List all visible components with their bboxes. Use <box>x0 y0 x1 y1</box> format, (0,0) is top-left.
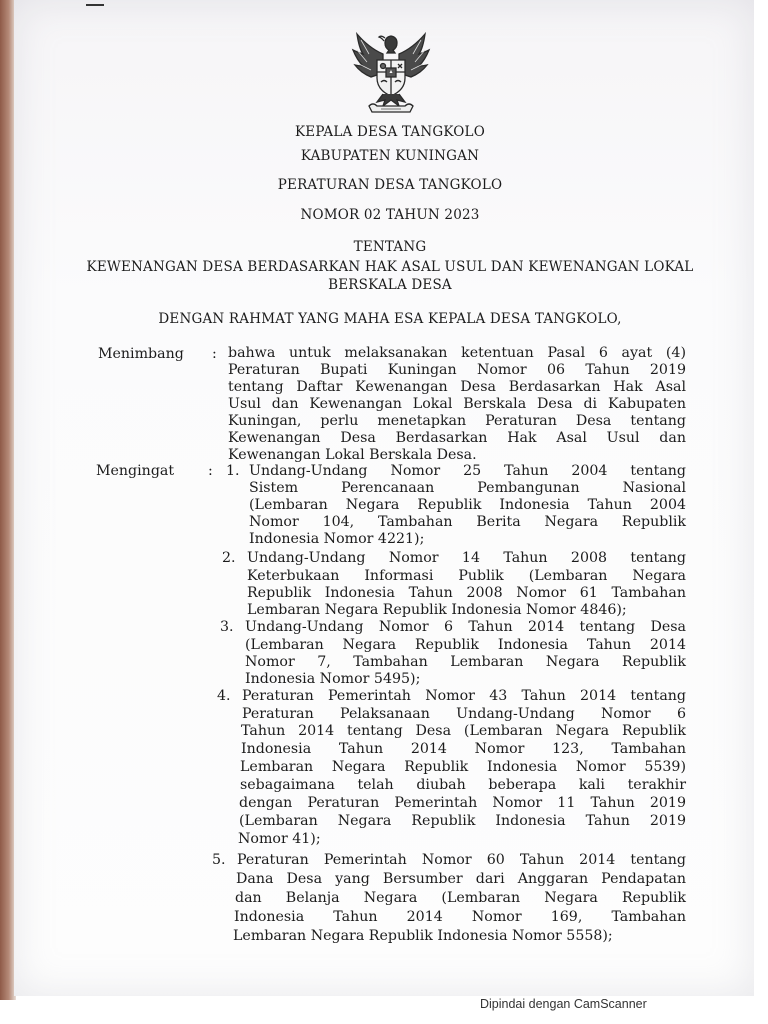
garuda-emblem <box>345 28 437 118</box>
header-subject-2: BERSKALA DESA <box>328 277 452 293</box>
list-item-line: Keterbukaan Informasi Publik (Lembaran Negara <box>247 568 686 584</box>
menimbang-line: tentang Daftar Kewenangan Desa Berdasarkan Hak Asal <box>228 379 686 395</box>
header-subject-1: KEWENANGAN DESA BERDASARKAN HAK ASAL USUL DAN KEWENANGAN LOKAL <box>86 259 694 275</box>
list-item-number: 1. <box>226 463 240 479</box>
list-item-line: Undang-Undang Nomor 6 Tahun 2014 tentang Desa <box>245 619 686 635</box>
menimbang-line: Usul dan Kewenangan Lokal Berskala Desa di Kabupaten <box>228 396 686 412</box>
list-item-line: Dana Desa yang Bersumber dari Anggaran Pendapatan <box>236 871 686 887</box>
list-item-line: Nomor 7, Tambahan Lembaran Negara Republik <box>245 654 686 670</box>
header-tentang: TENTANG <box>353 239 427 255</box>
list-item-line: dengan Peraturan Pemerintah Nomor 11 Tahun 2019 <box>239 795 686 811</box>
mengingat-label: Mengingat <box>96 463 175 479</box>
menimbang-line: Kewenangan Lokal Berskala Desa. <box>228 447 477 463</box>
header-number: NOMOR 02 TAHUN 2023 <box>300 207 480 223</box>
list-item-line: Republik Indonesia Tahun 2008 Nomor 61 Tambahan <box>247 585 686 601</box>
scan-mark <box>86 4 104 6</box>
menimbang-colon: : <box>212 346 217 362</box>
list-item-number: 4. <box>217 688 231 704</box>
list-item-line: (Lembaran Negara Republik Indonesia Tahun 2014 <box>245 637 686 653</box>
header-title-1: KEPALA DESA TANGKOLO <box>295 124 485 140</box>
camscanner-watermark: Dipindai dengan CamScanner <box>480 997 647 1011</box>
list-item-line: Nomor 104, Tambahan Berita Negara Republik <box>249 514 686 530</box>
list-item-line: Undang-Undang Nomor 25 Tahun 2004 tentang <box>249 463 686 479</box>
list-item-line: Peraturan Pemerintah Nomor 60 Tahun 2014 tentang <box>237 852 686 868</box>
list-item-line: Indonesia Nomor 4221); <box>249 531 425 547</box>
list-item-line: Lembaran Negara Republik Indonesia Nomor 5539) <box>240 759 686 775</box>
list-item-line: Lembaran Negara Republik Indonesia Nomor 5558); <box>233 928 613 944</box>
list-item-line: Nomor 41); <box>238 831 321 847</box>
list-item-line: Indonesia Nomor 5495); <box>245 671 421 687</box>
menimbang-line: Peraturan Bupati Kuningan Nomor 06 Tahun 2019 <box>228 362 686 378</box>
list-item-line: Lembaran Negara Republik Indonesia Nomor 4846); <box>247 602 627 618</box>
menimbang-line: Kewenangan Desa Berdasarkan Hak Asal Usul dan <box>228 430 686 446</box>
list-item-line: Sistem Perencanaan Pembangunan Nasional <box>249 480 686 496</box>
list-item-number: 5. <box>212 852 226 868</box>
menimbang-label: Menimbang <box>98 346 184 362</box>
list-item-line: sebagaimana telah diubah beberapa kali terakhir <box>240 777 686 793</box>
list-item-line: Peraturan Pemerintah Nomor 43 Tahun 2014 tentang <box>242 688 686 704</box>
menimbang-line: bahwa untuk melaksanakan ketentuan Pasal 6 ayat (4) <box>228 345 686 361</box>
list-item-line: Indonesia Tahun 2014 Nomor 169, Tambahan <box>234 909 686 925</box>
list-item-number: 2. <box>222 550 236 566</box>
header-preamble: DENGAN RAHMAT YANG MAHA ESA KEPALA DESA TANGKOLO, <box>158 311 622 327</box>
list-item-line: (Lembaran Negara Republik Indonesia Tahun 2019 <box>239 813 686 829</box>
header-title-3: PERATURAN DESA TANGKOLO <box>277 177 503 193</box>
list-item-number: 3. <box>220 619 234 635</box>
list-item-line: (Lembaran Negara Republik Indonesia Tahun 2004 <box>249 497 686 513</box>
header-title-2: KABUPATEN KUNINGAN <box>300 148 480 164</box>
list-item-line: dan Belanja Negara (Lembaran Negara Republik <box>235 890 686 906</box>
list-item-line: Indonesia Tahun 2014 Nomor 123, Tambahan <box>241 741 686 757</box>
list-item-line: Peraturan Pelaksanaan Undang-Undang Nomor 6 <box>242 706 686 722</box>
mengingat-colon: : <box>208 463 213 479</box>
list-item-line: Tahun 2014 tentang Desa (Lembaran Negara Republik <box>241 723 686 739</box>
scan-right-margin <box>754 0 768 996</box>
menimbang-line: Kuningan, perlu menetapkan Peraturan Desa tentang <box>228 413 686 429</box>
list-item-line: Undang-Undang Nomor 14 Tahun 2008 tentang <box>247 550 686 566</box>
